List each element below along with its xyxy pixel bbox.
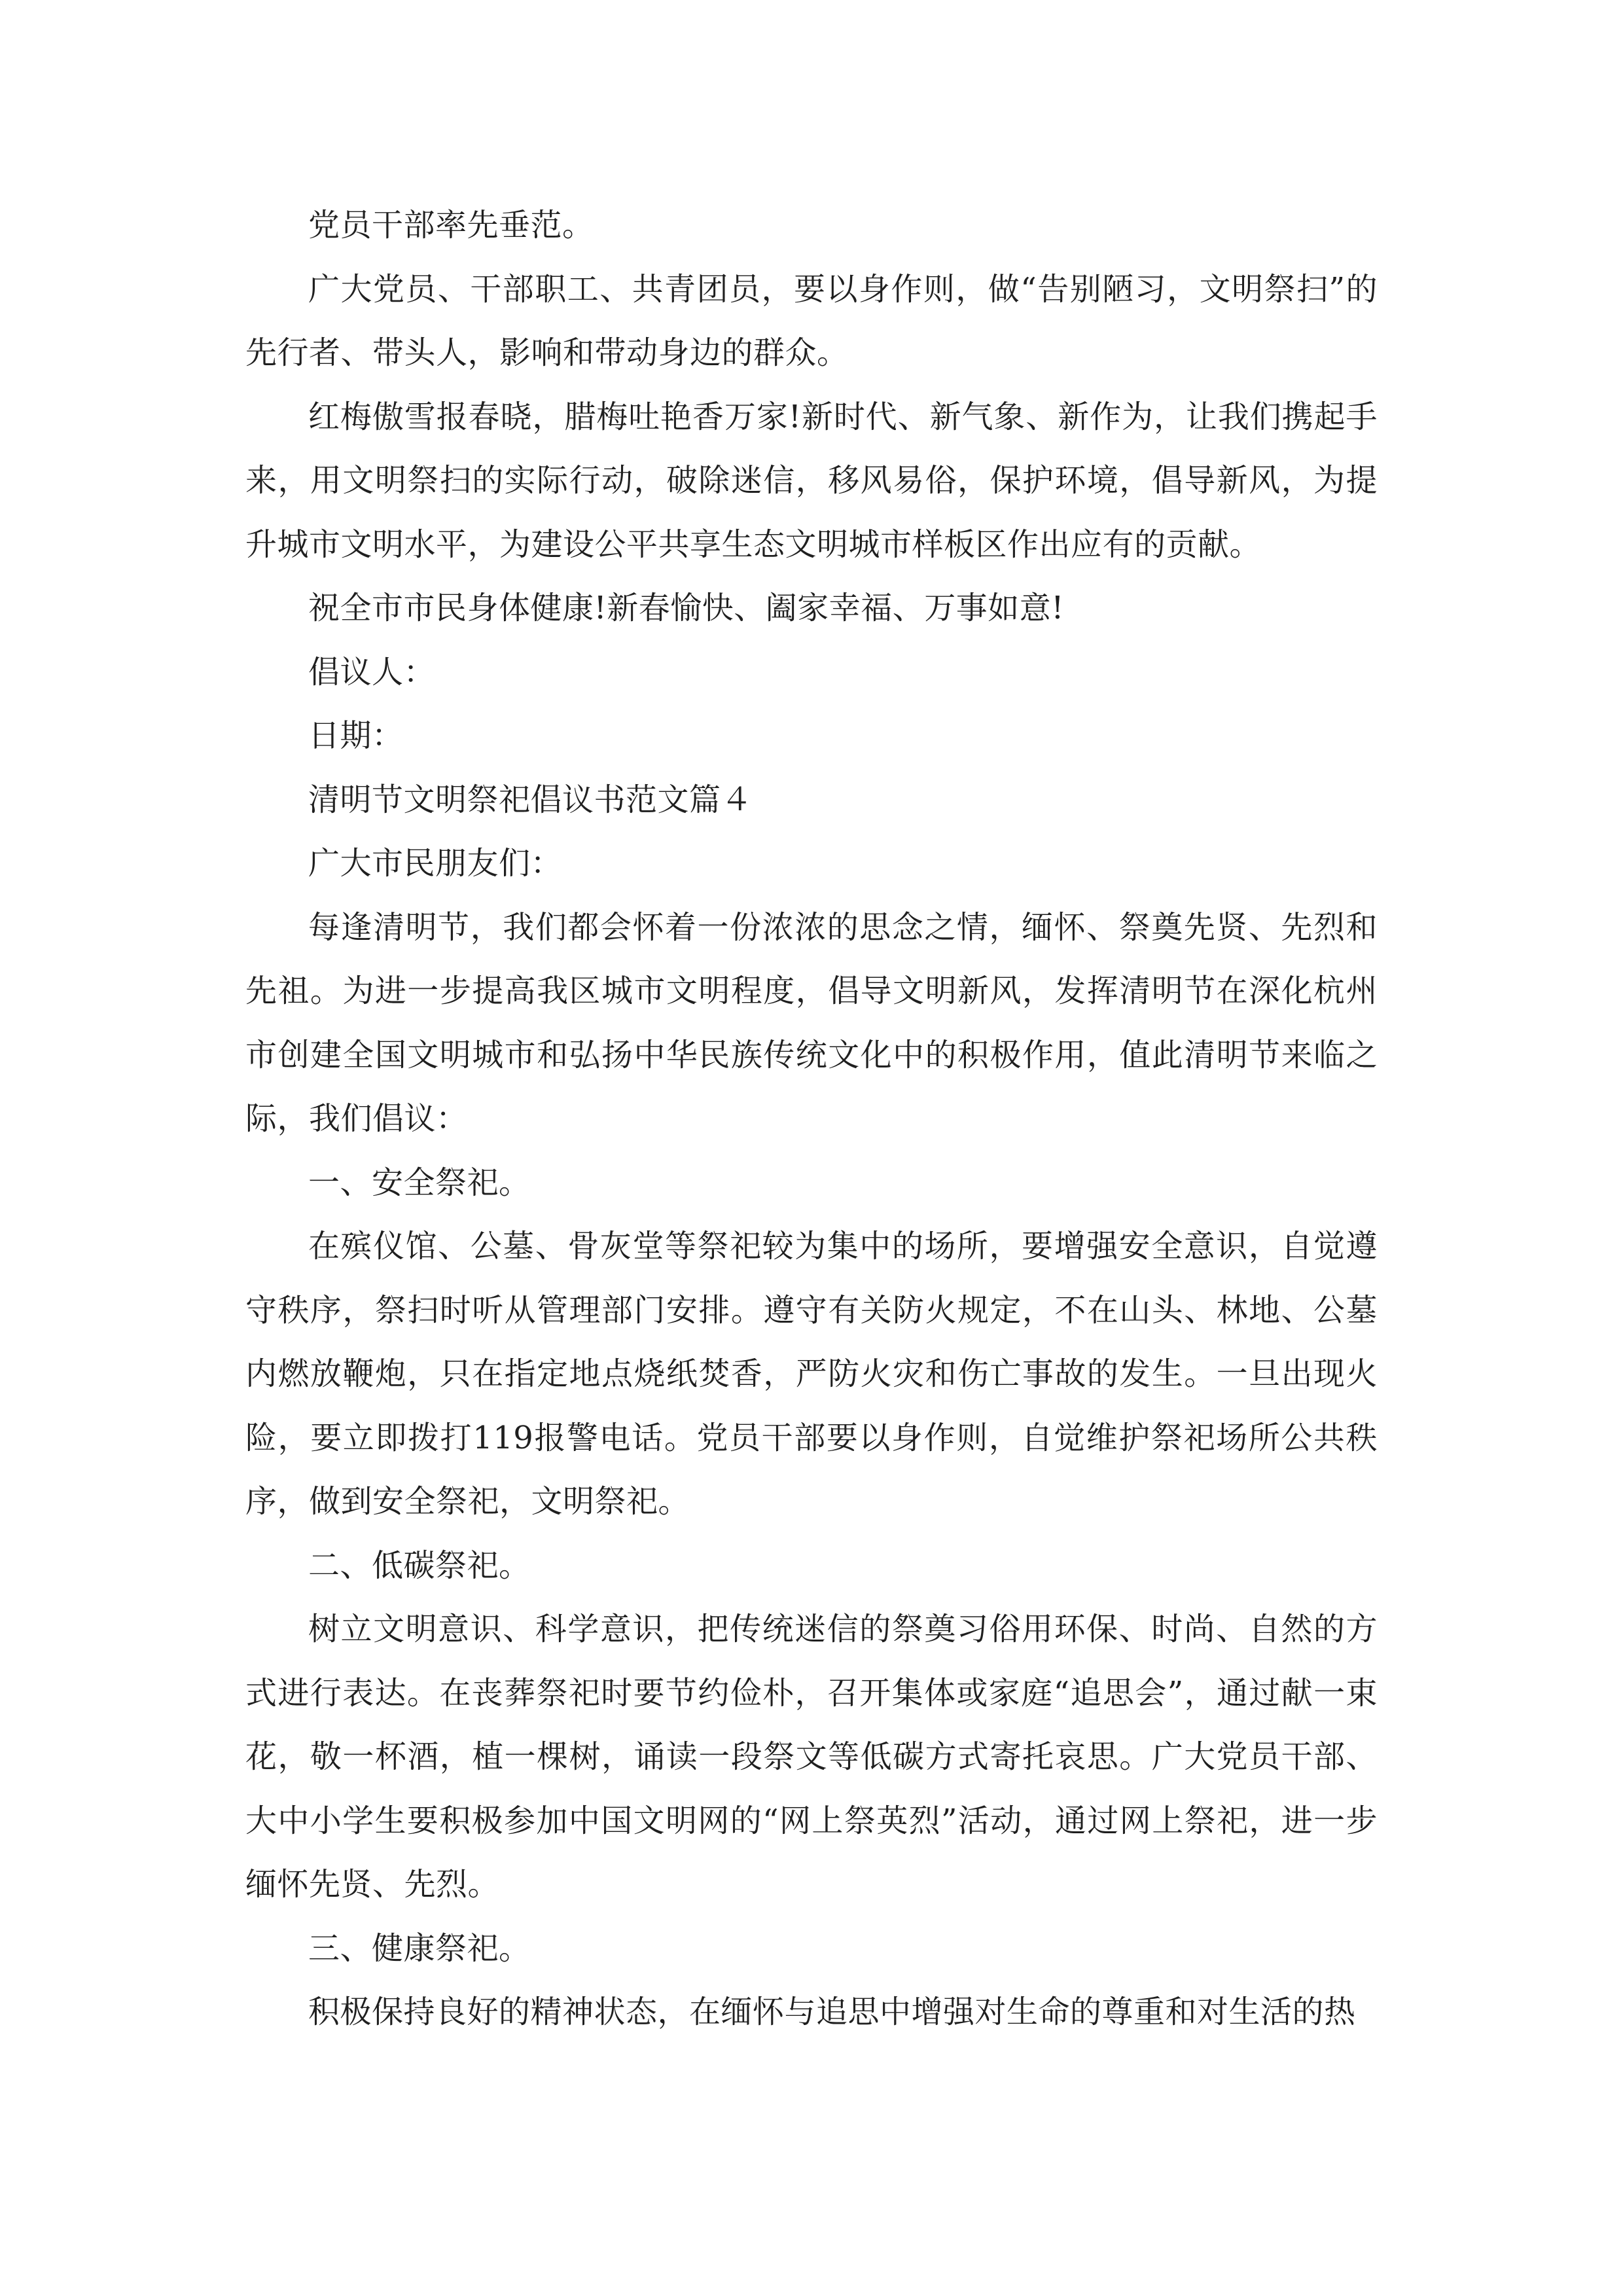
paragraph: 祝全市市民身体健康!新春愉快、阖家幸福、万事如意!: [308, 590, 1065, 626]
subheading: 二、低碳祭祀。: [308, 1547, 531, 1584]
subheading: 一、安全祭祀。: [308, 1164, 531, 1201]
paragraph: 积极保持良好的精神状态，在缅怀与追思中增强对生命的尊重和对生活的热: [308, 1994, 1356, 2030]
paragraph: 红梅傲雪报春晓，腊梅吐艳香万家!新时代、新气象、新作为，让我们携起手来，用文明祭扫的实际行动，破除迷信，移风易俗，保护环境，倡导新风，为提升城市文明水平，为建设公平共享生态文明城市样板区作出应有的贡献。: [245, 398, 1378, 563]
paragraph: 广大党员、干部职工、共青团员，要以身作则，做“告别陋习，文明祭扫”的先行者、带头人，影响和带动身边的群众。: [245, 270, 1378, 371]
paragraph: 党员干部率先垂范。: [308, 207, 594, 243]
paragraph: 在殡仪馆、公墓、骨灰堂等祭祀较为集中的场所，要增强安全意识，自觉遵守秩序，祭扫时听从管理部门安排。遵守有关防火规定，不在山头、林地、公墓内燃放鞭炮，只在指定地点烧纸焚香，严防火灾和伤亡事故的发生。一旦出现火险，要立即拨打119报警电话。党员干部要以身作则，自觉维护祭祀场所公共秩序，做到安全祭祀，文明祭祀。: [245, 1228, 1378, 1520]
paragraph: 每逢清明节，我们都会怀着一份浓浓的思念之情，缅怀、祭奠先贤、先烈和先祖。为进一步提高我区城市文明程度，倡导文明新风，发挥清明节在深化杭州市创建全国文明城市和弘扬中华民族传统文化中的积极作用，值此清明节来临之际，我们倡议：: [245, 908, 1378, 1137]
date-label: 日期：: [308, 717, 404, 754]
subheading: 三、健康祭祀。: [308, 1929, 531, 1967]
paragraph: 树立文明意识、科学意识，把传统迷信的祭奠习俗用环保、时尚、自然的方式进行表达。在丧葬祭祀时要节约俭朴，召开集体或家庭“追思会”，通过献一束花，敬一杯酒，植一棵树，诵读一段祭文等低碳方式寄托哀思。广大党员干部、大中小学生要积极参加中国文明网的“网上祭英烈”活动，通过网上祭祀，进一步缅怀先贤、先烈。: [245, 1611, 1378, 1903]
document-body: [245, 194, 1378, 2045]
signature-label: 倡议人：: [308, 653, 436, 691]
section-title: 清明节文明祭祀倡议书范文篇４: [308, 781, 753, 818]
salutation: 广大市民朋友们：: [308, 845, 563, 882]
